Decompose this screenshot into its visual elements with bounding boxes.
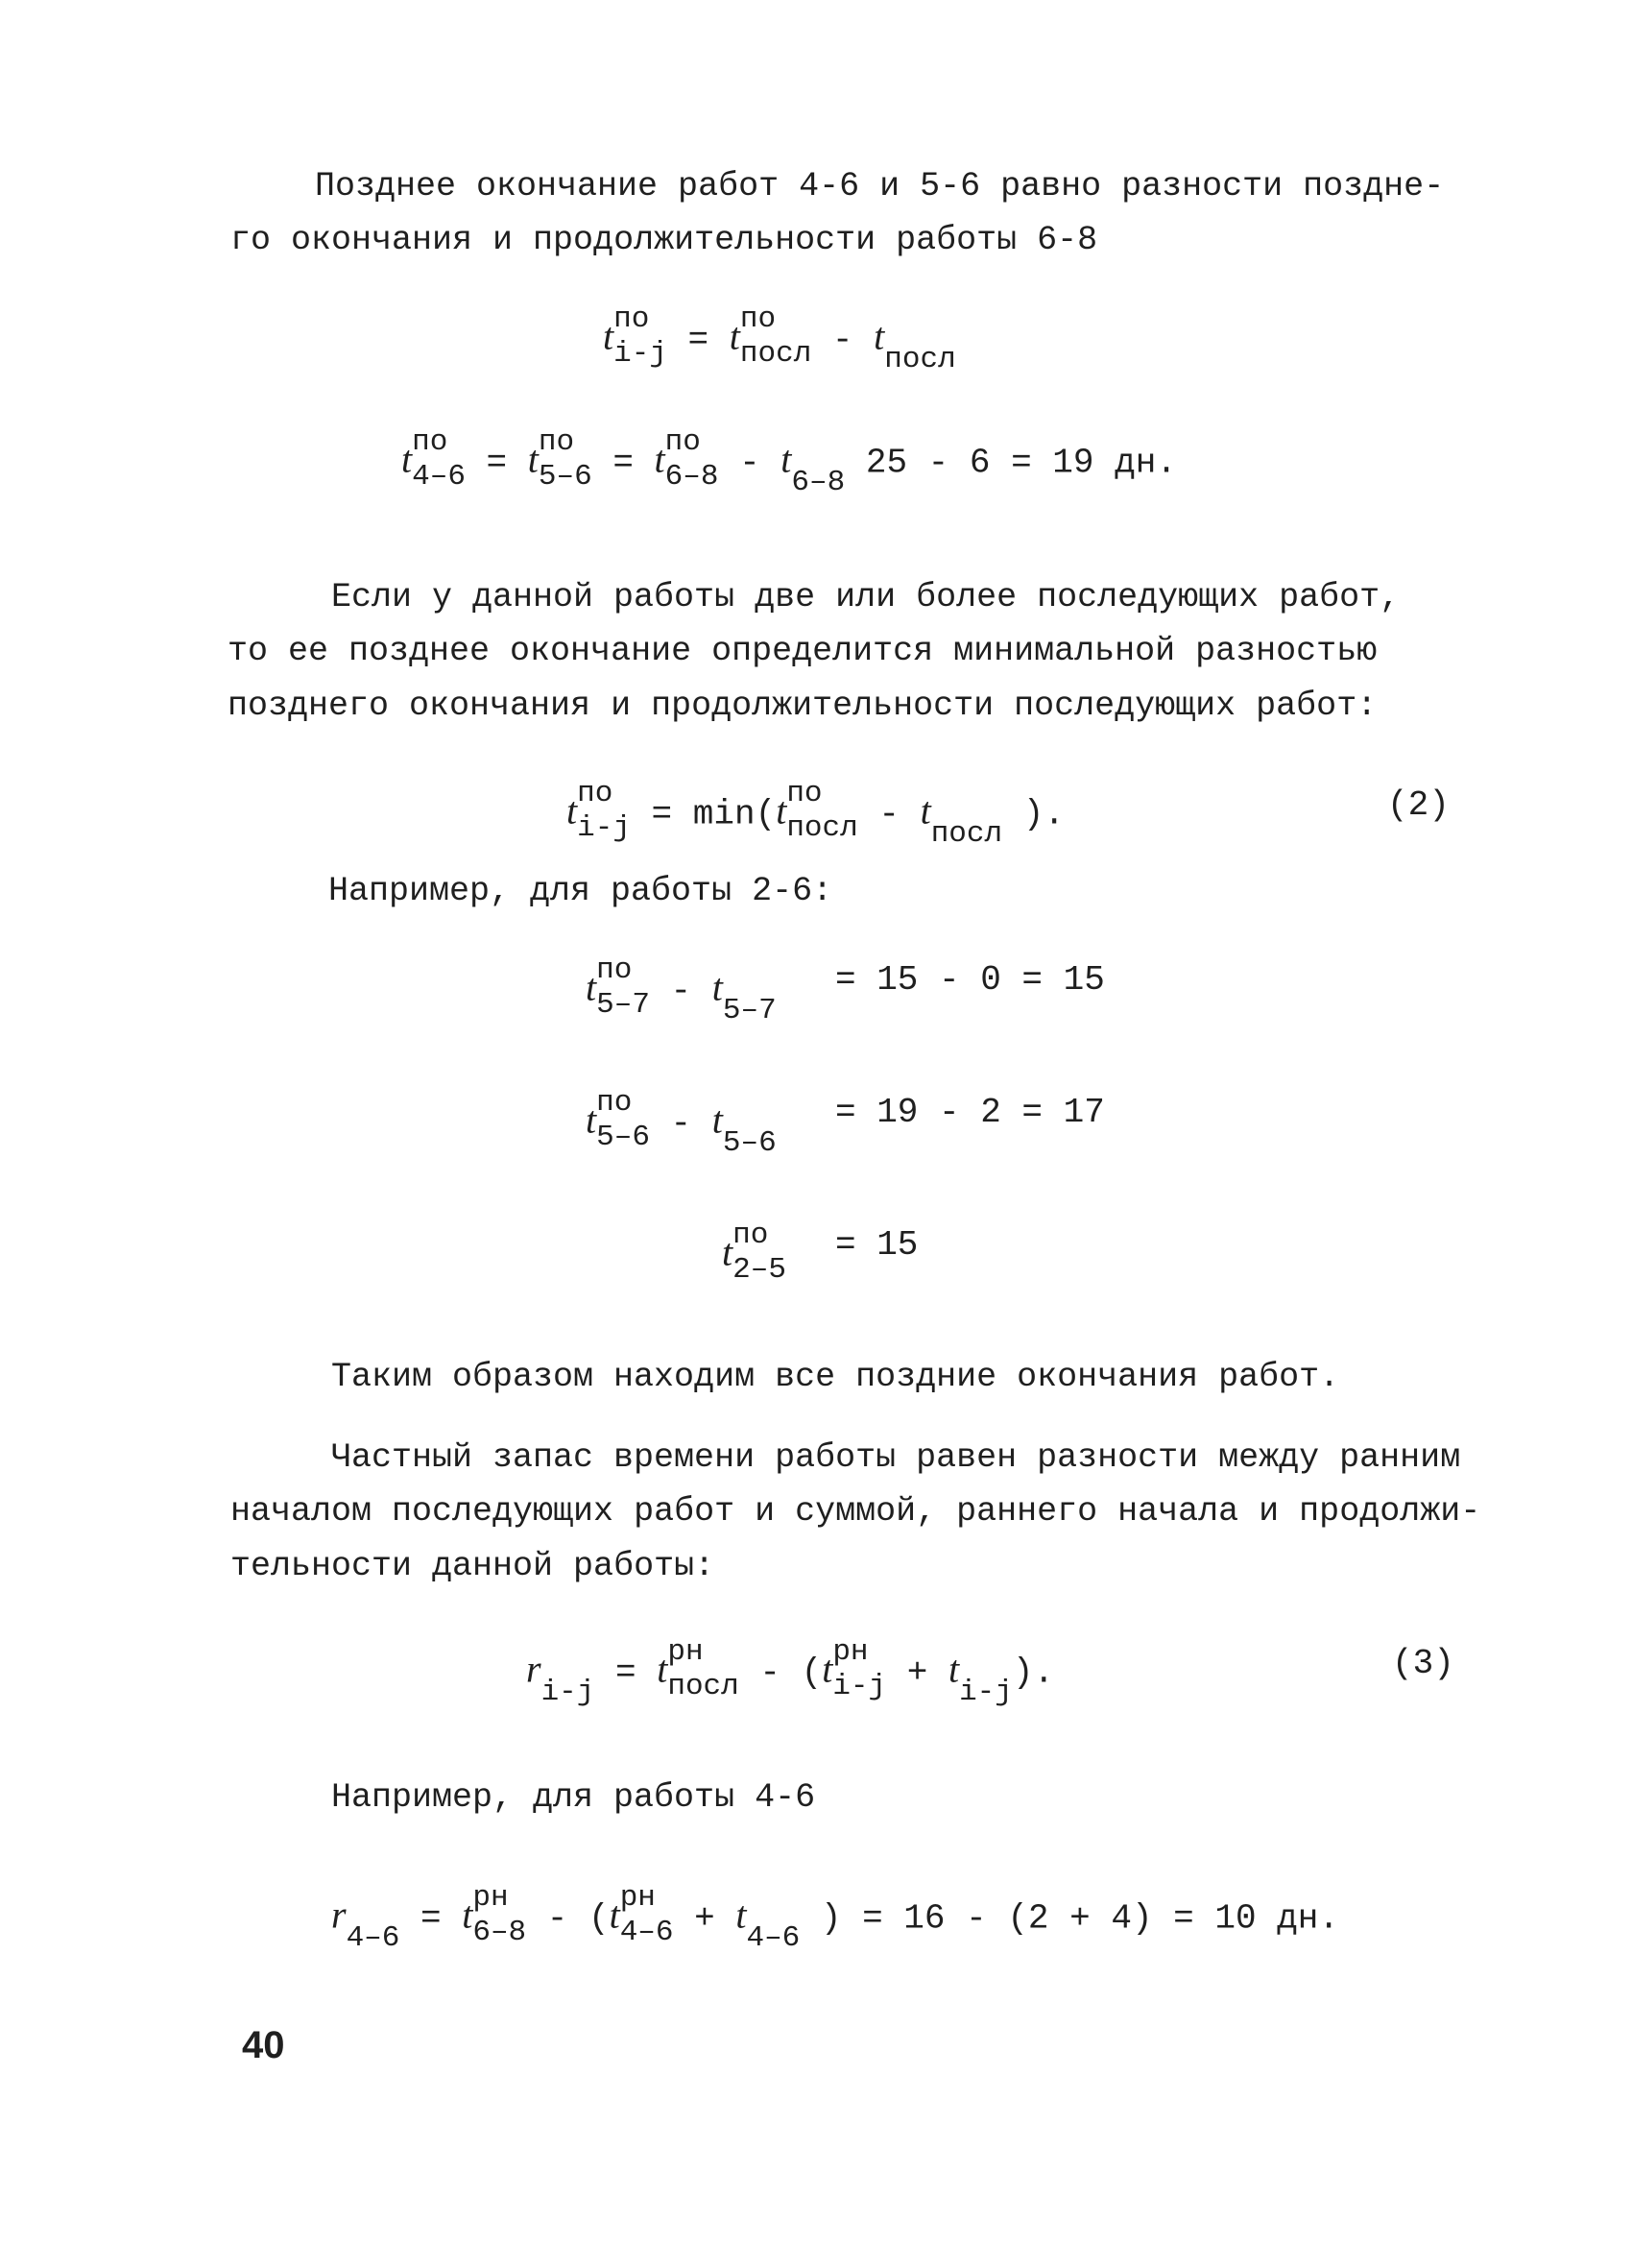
page-number: 40 xyxy=(242,2024,285,2066)
calc-line-5-7: t по 5–7 - t5–7 xyxy=(586,953,777,1027)
paragraph-late-finish xyxy=(315,159,1444,214)
paragraph-partial-reserve-cont xyxy=(230,1484,1480,1594)
formula-partial-reserve-example: r4–6 = t рн 6–8 - (t рн 4–6 + t4–6 ) = 16 - (2 + 4) = 10 дн. xyxy=(331,1881,1339,1955)
paragraph-multiple-successors-cont xyxy=(228,624,1377,734)
text-line: Частный запас времени работы равен разности между ранним xyxy=(331,1438,1461,1477)
example-2-6-intro: Например, для работы 2-6: xyxy=(328,872,833,910)
calc-line-2-5-result: = 15 xyxy=(835,1225,919,1265)
formula-late-finish-general: t по i-j = t по посл - tпосл xyxy=(603,302,956,376)
text-line: Если у данной работы две или более последующих работ, xyxy=(331,578,1401,616)
conclusion-line: Таким образом находим все поздние окончания работ. xyxy=(331,1358,1340,1396)
calc-line-2-5: t по 2–5 xyxy=(722,1218,786,1287)
text-line: началом последующих работ и суммой, раннего начала и продолжи- xyxy=(230,1492,1481,1531)
text-line: то ее позднее окончание определится минимальной разностью xyxy=(228,632,1378,670)
paragraph-late-finish-cont xyxy=(230,213,1097,268)
text-line: Позднее окончание работ 4-6 и 5-6 равно разности поздне- xyxy=(315,167,1445,205)
equation-number-3: (3) xyxy=(1392,1644,1454,1683)
example-4-6-intro: Например, для работы 4-6 xyxy=(331,1778,816,1817)
text-line: позднего окончания и продолжительности последующих работ: xyxy=(228,687,1378,725)
text-line: го окончания и продолжительности работы 6-8 xyxy=(230,221,1098,259)
equation-number-2: (2) xyxy=(1387,785,1450,825)
formula-late-finish-example: t по 4–6 = t по 5–6 = t по 6–8 - t6–8 25 - 6 = 19 дн. xyxy=(401,425,1177,499)
formula-2: t по i-j = min(t по посл - tпосл ). xyxy=(566,777,1065,851)
calc-line-5-7-result: = 15 - 0 = 15 xyxy=(835,960,1105,1000)
calc-line-5-6-result: = 19 - 2 = 17 xyxy=(835,1093,1105,1132)
text-line: тельности данной работы: xyxy=(230,1547,715,1585)
paragraph-multiple-successors xyxy=(331,570,1400,625)
paragraph-partial-reserve xyxy=(331,1431,1460,1485)
formula-3: ri-j = t рн посл - (t рн i-j + ti-j). xyxy=(526,1635,1055,1709)
calc-line-5-6: t по 5–6 - t5–6 xyxy=(586,1086,777,1160)
